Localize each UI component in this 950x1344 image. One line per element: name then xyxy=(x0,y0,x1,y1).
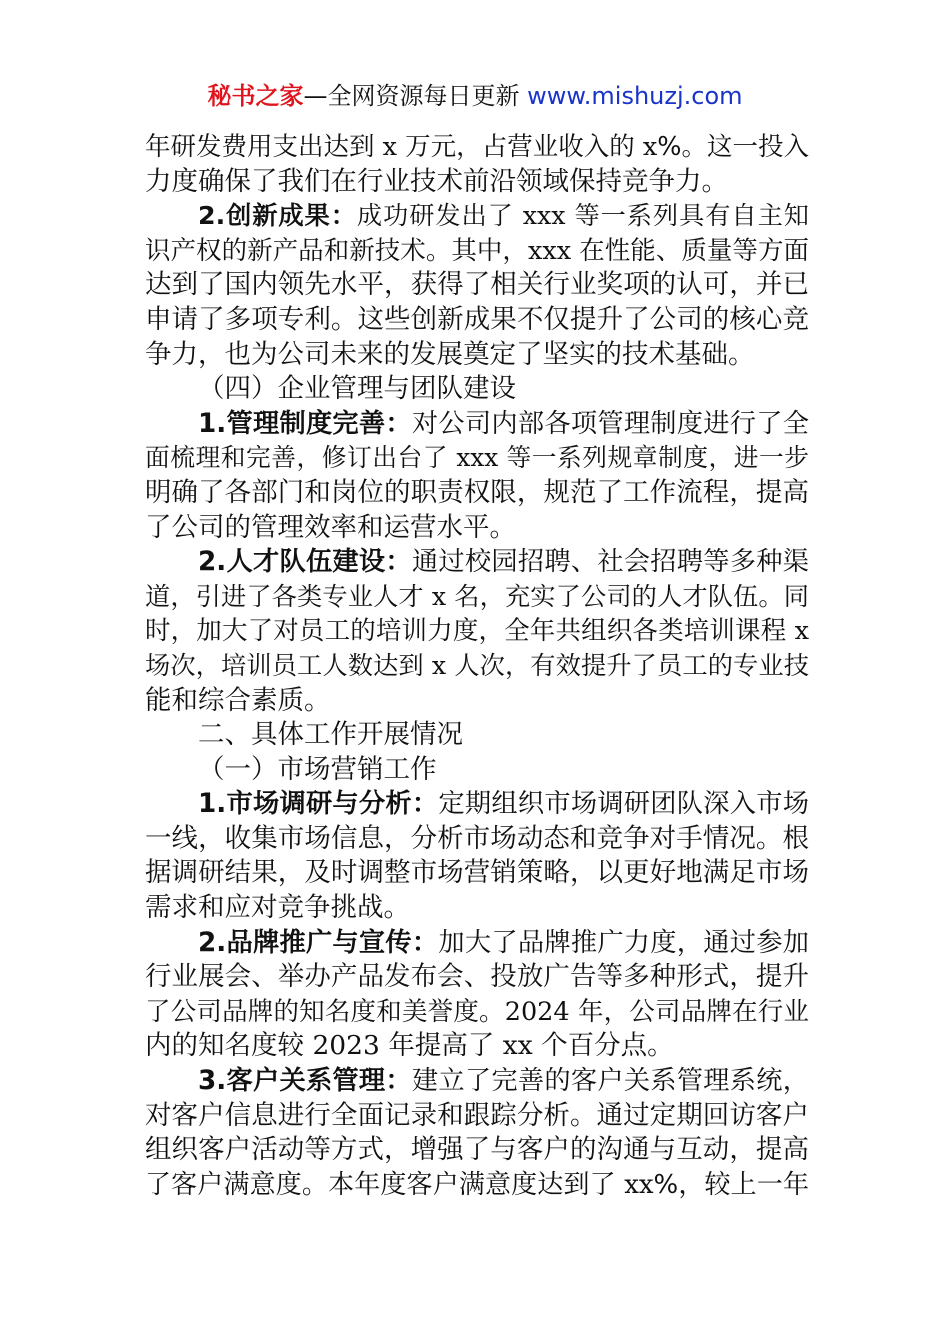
page-header xyxy=(0,80,950,112)
bold-lead-text: 1.管理制度完善： xyxy=(198,408,412,439)
text-segment: xx xyxy=(502,1030,533,1062)
text-segment: 力度确保了我们在行业技术前沿领域保持竞争力。 xyxy=(145,165,728,197)
section-heading xyxy=(145,718,809,753)
text-segment: 场次，培训员工人数达到 xyxy=(145,650,432,680)
text-segment: xxx xyxy=(527,235,572,266)
text-segment: （四）企业管理与团队建设 xyxy=(198,373,516,405)
text-segment: x xyxy=(431,581,447,611)
bold-lead-text: 2.品牌推广与宣传： xyxy=(198,927,439,958)
document-body xyxy=(145,130,809,1202)
header-tagline: —全网资源每日更新 xyxy=(303,82,520,110)
text-segment: 万元，占营业收入的 xyxy=(397,132,643,162)
text-segment: 年，公司品牌在行业 xyxy=(569,996,809,1027)
site-url-link[interactable]: www.mishuzj.com xyxy=(527,82,743,110)
text-line xyxy=(145,580,809,615)
text-segment: 组织客户活动等方式，增强了与客户的沟通与互动，提高 xyxy=(145,1134,809,1166)
text-segment: 争力，也为公司未来的发展奠定了坚实的技术基础。 xyxy=(145,338,755,370)
text-segment: 成功研发出了 xyxy=(356,201,523,231)
text-segment: 定期组织市场调研团队深入市场 xyxy=(438,789,809,820)
bold-lead-text: 2.人才队伍建设： xyxy=(198,547,412,578)
text-line xyxy=(145,891,809,926)
text-segment: x xyxy=(642,132,658,162)
text-segment: （一）市场营销工作 xyxy=(198,753,437,785)
text-segment: 对客户信息进行全面记录和跟踪分析。通过定期回访客户 xyxy=(145,1099,809,1131)
text-line xyxy=(145,787,809,822)
text-segment: 名，充实了公司的人才队伍。同 xyxy=(446,581,809,611)
text-line xyxy=(145,165,809,200)
text-segment: 了公司品牌的知名度和美誉度。 xyxy=(145,996,505,1027)
text-line xyxy=(145,234,809,269)
brand-name: 秘书之家 xyxy=(207,82,304,110)
text-segment: %，较上一年 xyxy=(653,1169,809,1200)
text-line xyxy=(145,130,809,165)
text-segment: 2024 xyxy=(504,996,570,1027)
text-segment: x xyxy=(382,132,398,162)
text-segment: x xyxy=(431,650,447,680)
text-segment: xx xyxy=(624,1169,654,1200)
text-segment: 了公司的管理效率和运营水平。 xyxy=(145,511,516,543)
text-line xyxy=(145,1029,809,1064)
text-line xyxy=(145,1099,809,1134)
text-segment: 需求和应对竞争挑战。 xyxy=(145,892,410,924)
text-segment: 对公司内部各项管理制度进行了全 xyxy=(411,408,809,439)
text-segment: 识产权的新产品和新技术。其中， xyxy=(145,235,528,266)
text-segment: 明确了各部门和岗位的职责权限，规范了工作流程，提高 xyxy=(145,476,809,508)
text-segment: xxx xyxy=(522,201,566,231)
section-heading xyxy=(145,753,809,788)
text-line xyxy=(145,960,809,995)
text-line xyxy=(145,476,809,511)
text-line xyxy=(145,199,809,234)
text-segment: 一线，收集市场信息，分析市场动态和竞争对手情况。根 xyxy=(145,822,809,854)
text-line xyxy=(145,545,809,580)
text-line xyxy=(145,511,809,546)
text-segment: 人次，有效提升了员工的专业技 xyxy=(446,650,809,680)
text-segment: 2023 xyxy=(312,1030,380,1062)
text-line xyxy=(145,649,809,684)
section-heading xyxy=(145,372,809,407)
text-line xyxy=(145,614,809,649)
text-segment: 达到了国内领先水平，获得了相关行业奖项的认可，并已 xyxy=(145,269,809,301)
text-segment: 时，加大了对员工的培训力度，全年共组织各类培训课程 xyxy=(145,616,795,647)
bold-lead-text: 2.创新成果： xyxy=(198,201,357,231)
text-segment: 年研发费用支出达到 xyxy=(145,132,383,162)
text-segment: 等一系列具有自主知 xyxy=(565,201,809,231)
text-segment: 申请了多项专利。这些创新成果不仅提升了公司的核心竞 xyxy=(145,303,809,335)
text-line xyxy=(145,822,809,857)
text-line xyxy=(145,926,809,961)
text-segment: 等一系列规章制度，进一步 xyxy=(498,443,809,473)
text-line xyxy=(145,995,809,1030)
text-segment: 二、具体工作开展情况 xyxy=(198,719,463,751)
bold-lead-text: 3.客户关系管理： xyxy=(198,1066,412,1097)
text-segment: %。这一投入 xyxy=(657,132,809,162)
text-segment: 了客户满意度。本年度客户满意度达到了 xyxy=(145,1169,625,1200)
text-line xyxy=(145,268,809,303)
text-line xyxy=(145,684,809,719)
text-segment: 建立了完善的客户关系管理系统， xyxy=(411,1066,809,1097)
text-line xyxy=(145,303,809,338)
text-line xyxy=(145,1133,809,1168)
text-line xyxy=(145,856,809,891)
text-segment: 能和综合素质。 xyxy=(145,684,331,716)
text-segment: x xyxy=(794,616,809,647)
text-segment: 道，引进了各类专业人才 xyxy=(145,581,432,611)
text-segment: 个百分点。 xyxy=(532,1030,674,1062)
text-segment: 加大了品牌推广力度，通过参加 xyxy=(438,927,809,958)
text-segment: 行业展会、举办产品发布会、投放广告等多种形式，提升 xyxy=(145,961,809,993)
text-line xyxy=(145,1064,809,1099)
text-segment: xxx xyxy=(456,443,499,473)
text-segment: 年提高了 xyxy=(379,1030,503,1062)
text-segment: 面梳理和完善，修订出台了 xyxy=(145,443,457,473)
text-line xyxy=(145,338,809,373)
bold-lead-text: 1.市场调研与分析： xyxy=(198,789,439,820)
text-line xyxy=(145,407,809,442)
text-line xyxy=(145,1168,809,1203)
text-segment: 通过校园招聘、社会招聘等多种渠 xyxy=(411,547,809,578)
text-segment: 在性能、质量等方面 xyxy=(571,235,809,266)
text-line xyxy=(145,441,809,476)
text-segment: 据调研结果，及时调整市场营销策略，以更好地满足市场 xyxy=(145,857,809,889)
text-segment: 内的知名度较 xyxy=(145,1030,313,1062)
